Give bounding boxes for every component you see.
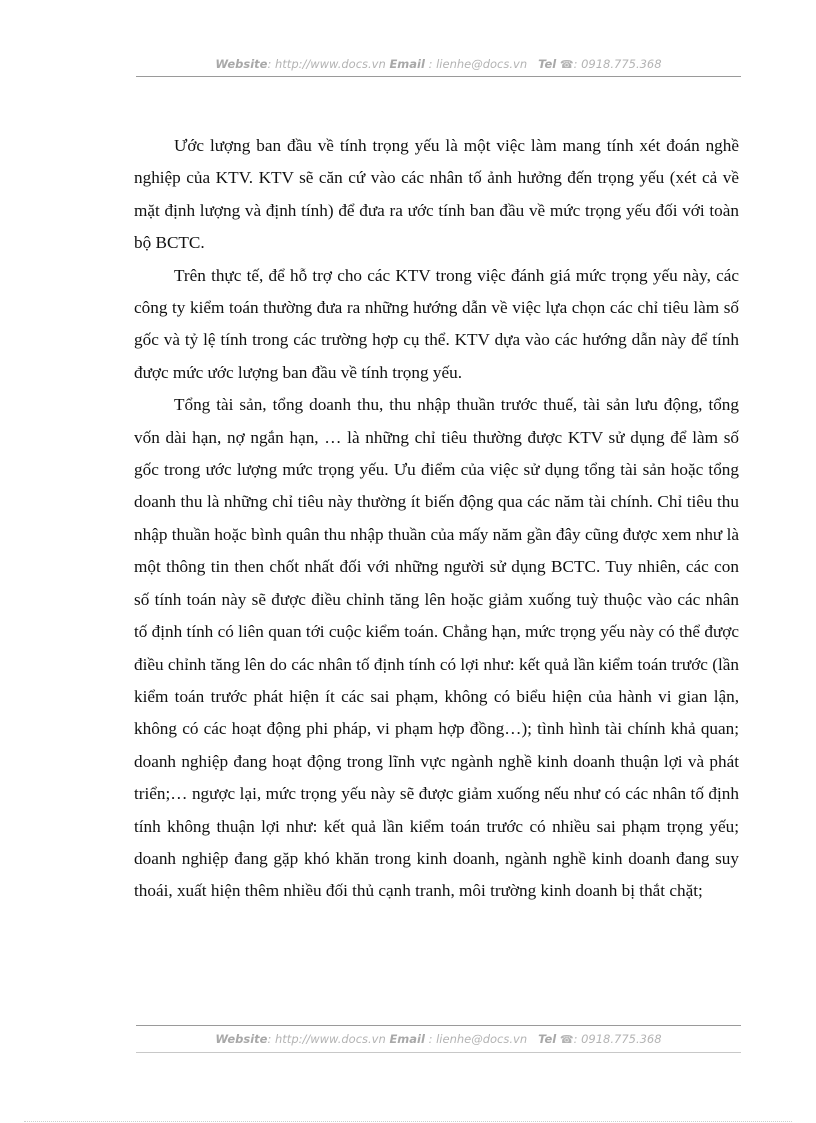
footer-website-value: : http://www.docs.vn — [267, 1032, 386, 1046]
footer-email-value: : lienhe@docs.vn — [424, 1032, 528, 1046]
header-tel-label: Tel — [538, 57, 557, 71]
header-website-value: : http://www.docs.vn — [267, 57, 386, 71]
phone-icon: ☎ — [559, 58, 574, 71]
document-body — [134, 130, 739, 908]
page-bottom-edge — [24, 1121, 792, 1122]
page-footer — [136, 1025, 741, 1055]
header-email-label: Email — [389, 57, 425, 71]
footer-divider — [136, 1052, 741, 1053]
footer-tel-label: Tel — [538, 1032, 557, 1046]
header-email-value: : lienhe@docs.vn — [424, 57, 528, 71]
footer-email-label: Email — [389, 1032, 425, 1046]
footer-website-label: Website — [215, 1032, 268, 1046]
paragraph-3: Tổng tài sản, tổng doanh thu, thu nhập thuần trước thuế, tài sản lưu động, tổng vốn dài hạn, nợ ngắn hạn, … là những chỉ tiêu thường được KTV sử dụng để làm số gốc trong ước lượng mức trọng yếu. Ưu điểm của việc sử dụng tổng tài sản hoặc tổng doanh thu là những chỉ tiêu này thường ít biến động qua các năm tài chính. Chỉ tiêu thu nhập thuần hoặc bình quân thu nhập thuần của mấy năm gần đây cũng được xem như là một thông tin then chốt nhất đối với những người sử dụng BCTC. Tuy nhiên, các con số tính toán này sẽ được điều chỉnh tăng lên hoặc giảm xuống tuỳ thuộc vào các nhân tố định tính có liên quan tới cuộc kiểm toán. Chẳng hạn, mức trọng yếu này có thể được điều chỉnh tăng lên do các nhân tố định tính có lợi như: kết quả lần kiểm toán trước (lần kiểm toán trước phát hiện ít các sai phạm, không có biểu hiện của hành vi gian lận, không có các hoạt động phi pháp, vi phạm hợp đồng…); tình hình tài chính khả quan; doanh nghiệp đang hoạt động trong lĩnh vực ngành nghề kinh doanh thuận lợi và phát triển;… ngược lại, mức trọng yếu này sẽ được giảm xuống nếu như có các nhân tố định tính không thuận lợi như: kết quả lần kiểm toán trước có nhiều sai phạm trọng yếu; doanh nghiệp đang gặp khó khăn trong kinh doanh, ngành nghề kinh doanh đang suy thoái, xuất hiện thêm nhiều đối thủ cạnh tranh, môi trường kinh doanh bị thắt chặt; — [134, 395, 739, 901]
paragraph-2: Trên thực tế, để hỗ trợ cho các KTV trong việc đánh giá mức trọng yếu này, các công ty kiểm toán thường đưa ra những hướng dẫn về việc lựa chọn các chỉ tiêu làm số gốc và tỷ lệ tính trong các trường hợp cụ thể. KTV dựa vào các hướng dẫn này để tính được mức ước lượng ban đầu về tính trọng yếu. — [134, 265, 739, 382]
footer-tel-value: : 0918.775.368 — [573, 1032, 662, 1046]
paragraph-1: Ước lượng ban đầu về tính trọng yếu là một việc làm mang tính xét đoán nghề nghiệp của KTV. KTV sẽ căn cứ vào các nhân tố ảnh hưởng đến trọng yếu (xét cả về mặt định lượng và định tính) để đưa ra ước tính ban đầu về mức trọng yếu đối với toàn bộ BCTC. — [134, 136, 739, 253]
header-website-label: Website — [215, 57, 268, 71]
header-tel-value: : 0918.775.368 — [573, 57, 662, 71]
phone-icon: ☎ — [559, 1033, 574, 1046]
page-header — [136, 57, 741, 77]
